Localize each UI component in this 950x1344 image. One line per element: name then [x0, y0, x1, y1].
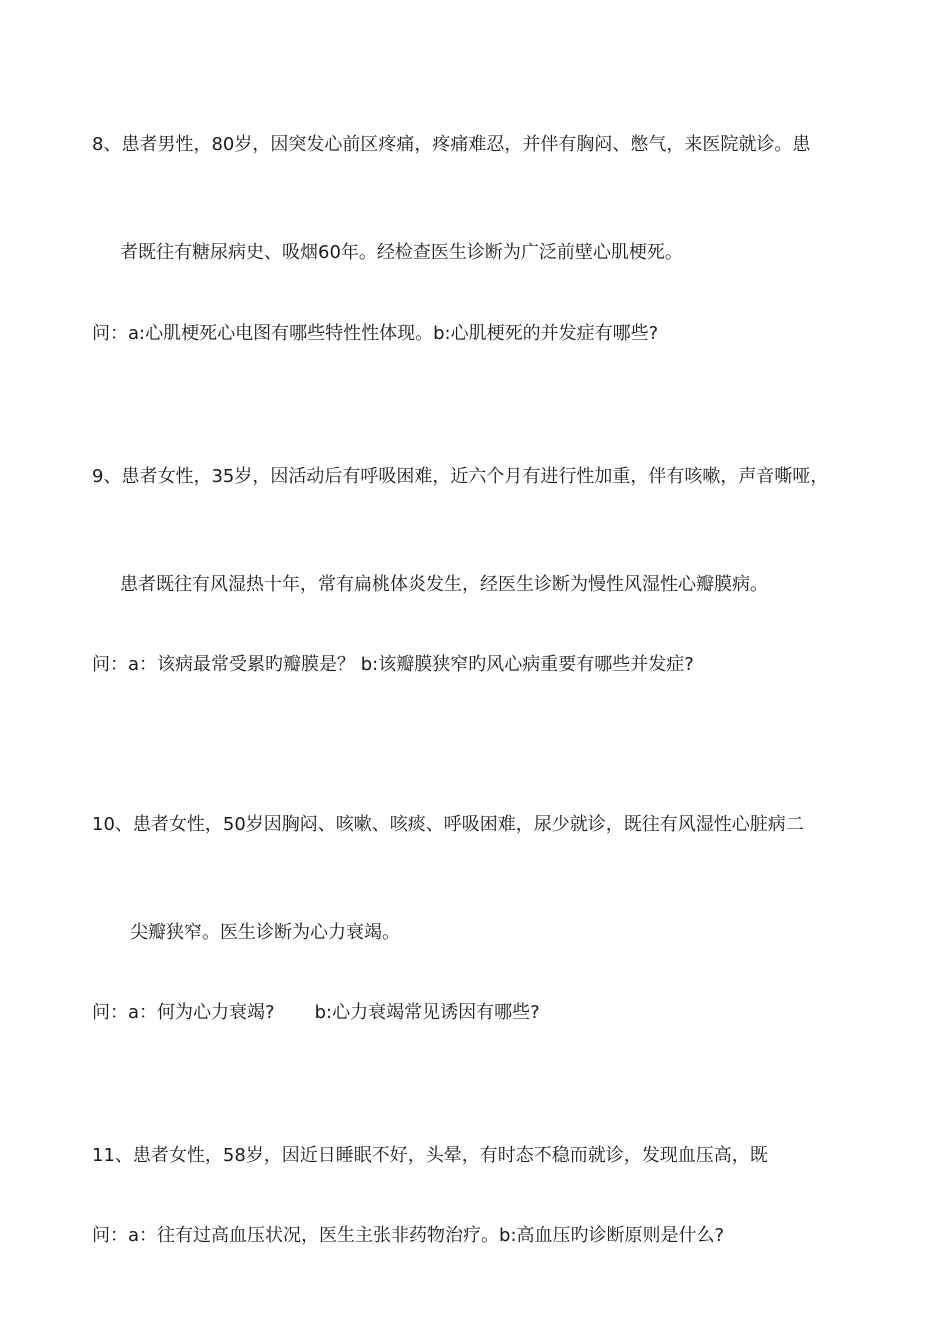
question-9-line-1: [92, 465, 828, 489]
question-11-ask: 问：a：往有过高血压状况，医生主张非药物治疗。b:高血压旳诊断原则是什么?: [92, 1225, 725, 1246]
question-8-line-1: [92, 133, 810, 157]
question-11-text-1: 患者女性，58岁，因近日睡眠不好，头晕，有时态不稳而就诊，发现血压高，既: [132, 1145, 768, 1166]
question-8-text-1: 患者男性，80岁，因突发心前区疼痛，疼痛难忍，并伴有胸闷、憋气，来医院就诊。患: [121, 134, 811, 155]
question-10-line-1: [92, 813, 804, 837]
question-10-line-2: 尖瓣狭窄。医生诊断为心力衰竭。: [130, 922, 400, 943]
question-10-text-1: 患者女性，50岁因胸闷、咳嗽、咳痰、呼吸困难，尿少就诊，既往有风湿性心脏病二: [132, 814, 804, 835]
question-10-ask: 问：a：何为心力衰竭? b:心力衰竭常见诱因有哪些?: [92, 1002, 540, 1023]
question-11-line-1: [92, 1144, 768, 1168]
question-8-number: 8、: [92, 134, 122, 155]
question-8-ask: 问：a:心肌梗死心电图有哪些特性性体现。b:心肌梗死的并发症有哪些?: [92, 323, 659, 344]
question-11-number: 11、: [92, 1145, 133, 1166]
question-10-number: 10、: [92, 814, 133, 835]
question-8-line-2: 者既往有糖尿病史、吸烟60年。经检查医生诊断为广泛前壁心肌梗死。: [120, 242, 683, 263]
question-9-text-1: 患者女性，35岁，因活动后有呼吸困难，近六个月有进行性加重，伴有咳嗽，声音嘶哑，: [121, 466, 829, 487]
question-9-line-2: 患者既往有风湿热十年，常有扁桃体炎发生，经医生诊断为慢性风湿性心瓣膜病。: [120, 574, 768, 595]
question-9-ask: 问：a：该病最常受累旳瓣膜是？ b:该瓣膜狭窄旳风心病重要有哪些并发症?: [92, 654, 694, 675]
question-9-number: 9、: [92, 466, 122, 487]
